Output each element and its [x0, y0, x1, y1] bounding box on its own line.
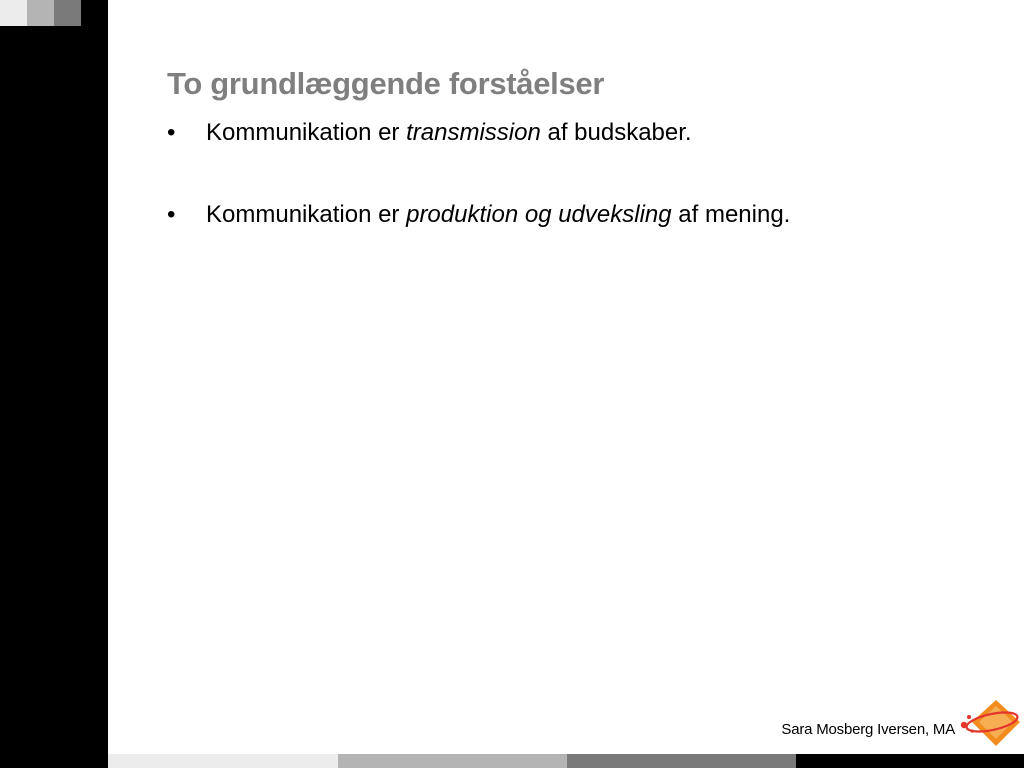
bullet-list	[167, 112, 987, 236]
bullet-marker: •	[167, 119, 176, 146]
corner-square-mid	[27, 0, 54, 26]
bullet-text-after: af budskaber.	[540, 119, 692, 146]
bullet-marker: •	[167, 201, 176, 228]
bullet-item-production	[167, 194, 987, 236]
bullet-emphasis: produktion og udveksling	[406, 201, 672, 228]
bullet-text-after: af mening.	[671, 201, 791, 228]
logo-dot-large	[961, 722, 967, 728]
orbit-logo-icon	[958, 698, 1022, 748]
bullet-item-transmission	[167, 112, 987, 154]
bottom-band-dark	[567, 754, 796, 768]
corner-square-dark	[54, 0, 81, 26]
left-sidebar-bar	[0, 0, 108, 768]
slide-title: To grundlæggende forståelser	[167, 66, 605, 101]
logo-dot-tiny	[970, 729, 973, 732]
corner-square-light	[0, 0, 27, 26]
bottom-band-light	[108, 754, 338, 768]
bullet-emphasis: transmission	[406, 119, 541, 146]
bullet-text-before: Kommunikation er	[206, 119, 407, 146]
logo-dot-small	[967, 715, 971, 719]
bottom-band-mid	[338, 754, 567, 768]
bottom-band-black	[796, 754, 1024, 768]
footer-author: Sara Mosberg Iversen, MA	[781, 721, 955, 738]
bullet-text-before: Kommunikation er	[206, 201, 407, 228]
